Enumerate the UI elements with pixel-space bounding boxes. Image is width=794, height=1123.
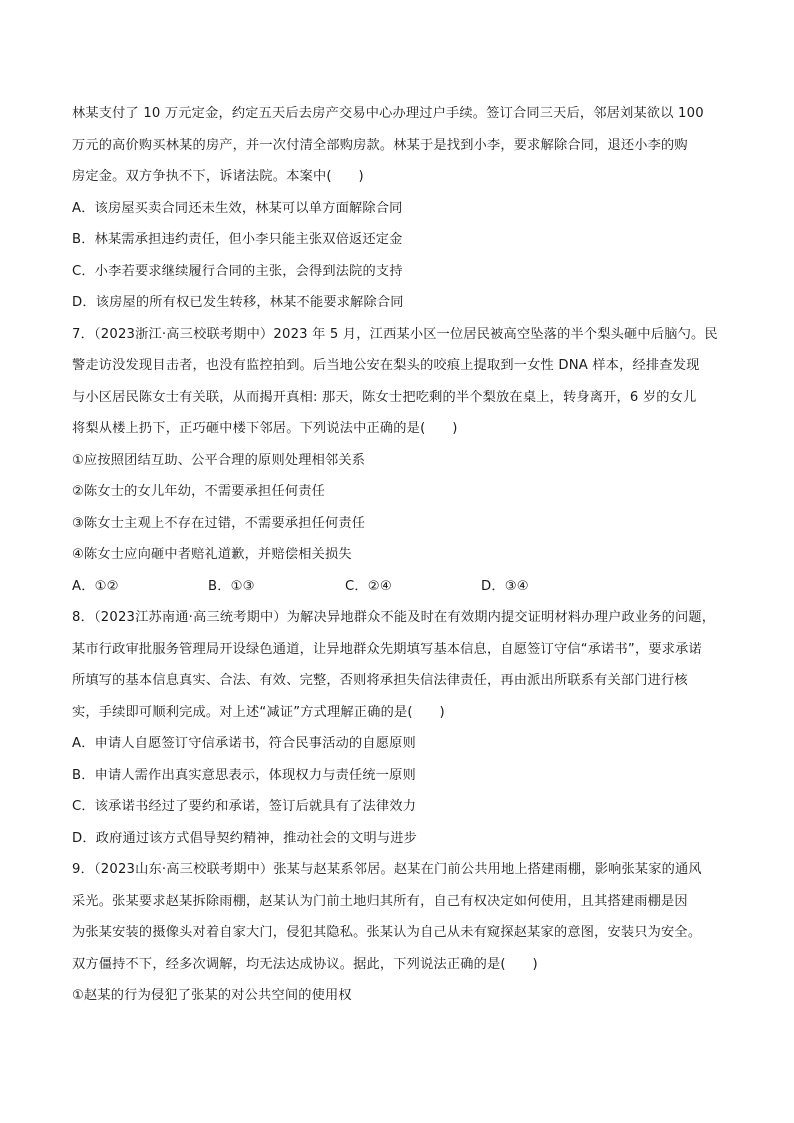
question-7-statement-1: ①应按照团结互助、公平合理的原则处理相邻关系 xyxy=(72,452,366,468)
question-6-option-b: B．林某需承担违约责任，但小李只能主张双倍返还定金 xyxy=(72,232,403,247)
question-9-stem-line-1: 9．（2023山东·高三校联考期中）张某与赵某系邻居。赵某在门前公共用地上搭建雨棚，影响张某家的通风 xyxy=(72,862,702,877)
question-8-stem-line-4: 实，手续即可顺利完成。对上述“减证”方式理解正确的是( ) xyxy=(72,704,445,720)
question-8-stem-line-3: 所填写的基本信息真实、合法、有效、完整，否则将承担失信法律责任，再由派出所联系有关部门进行核 xyxy=(72,673,688,688)
question-7-choice-d: D．③④ xyxy=(481,578,529,594)
question-8 xyxy=(72,602,736,854)
question-9 xyxy=(72,854,736,1012)
question-7-stem-line-1: 7．（2023浙江·高三校联考期中）2023 年 5 月，江西某小区一位居民被高空坠落的半个梨头砸中后脑勺。民 xyxy=(72,326,718,342)
question-7-stem-line-3: 与小区居民陈女士有关联，从而揭开真相: 那天，陈女士把吃剩的半个梨放在桌上，转身离开，6 岁的女儿 xyxy=(72,389,697,405)
question-9-stem-line-4: 双方僵持不下，经多次调解，均无法达成协议。据此，下列说法正确的是( ) xyxy=(72,956,538,972)
question-6 xyxy=(72,98,736,319)
question-7-choice-a: A．①② xyxy=(72,578,119,594)
question-8-option-a: A．申请人自愿签订守信承诺书，符合民事活动的自愿原则 xyxy=(72,736,416,751)
question-7-stem-line-4: 将梨从楼上扔下，正巧砸中楼下邻居。下列说法中正确的是( ) xyxy=(72,421,458,436)
page-content xyxy=(72,98,736,1012)
question-6-option-a: A．该房屋买卖合同还未生效，林某可以单方面解除合同 xyxy=(72,200,403,216)
question-7-stem-line-2: 警走访没发现目击者，也没有监控拍到。后当地公安在梨头的咬痕上提取到一女性 DNA 样本，经排查发现 xyxy=(72,358,700,373)
question-6-option-c: C．小李若要求继续履行合同的主张，会得到法院的支持 xyxy=(72,263,403,279)
question-7-choices xyxy=(72,571,736,603)
question-8-option-d: D．政府通过该方式倡导契约精神，推动社会的文明与进步 xyxy=(72,830,418,846)
question-7-statement-2: ②陈女士的女儿年幼，不需要承担任何责任 xyxy=(72,484,325,499)
question-9-statement-1: ①赵某的行为侵犯了张某的对公共空间的使用权 xyxy=(72,988,352,1003)
question-6-stem-line-2: 万元的高价购买林某的房产，并一次付清全部购房款。林某于是找到小李，要求解除合同，退还小李的购 xyxy=(72,137,688,153)
question-8-option-c: C．该承诺书经过了要约和承诺，签订后就具有了法律效力 xyxy=(72,799,417,814)
question-7-statement-4: ④陈女士应向砸中者赔礼道歉，并赔偿相关损失 xyxy=(72,547,352,562)
question-8-stem-line-1: 8．（2023江苏南通·高三统考期中）为解决异地群众不能及时在有效期内提交证明材料办理户政业务的问题， xyxy=(72,610,716,625)
question-9-stem-line-2: 采光。张某要求赵某拆除雨棚，赵某认为门前土地归其所有，自己有权决定如何使用，且其搭建雨棚是因 xyxy=(72,893,688,909)
question-8-option-b: B．申请人需作出真实意思表示，体现权力与责任统一原则 xyxy=(72,767,416,783)
question-7-choice-b: B．①③ xyxy=(208,578,255,594)
question-7-statement-3: ③陈女士主观上不存在过错，不需要承担任何责任 xyxy=(72,515,366,531)
question-9-stem-line-3: 为张某安装的摄像头对着自家大门，侵犯其隐私。张某认为自己从未有窥探赵某家的意图，安装只为安全。 xyxy=(72,925,702,940)
question-6-stem-line-3: 房定金。双方争执不下，诉诸法院。本案中( ) xyxy=(72,169,364,184)
question-7-choice-c: C．②④ xyxy=(345,578,392,594)
question-8-stem-line-2: 某市行政审批服务管理局开设绿色通道，让异地群众先期填写基本信息，自愿签订守信“承诺书”，要求承诺 xyxy=(72,641,702,657)
question-6-option-d: D．该房屋的所有权已发生转移，林某不能要求解除合同 xyxy=(72,295,404,310)
question-7 xyxy=(72,319,736,603)
question-6-stem-line-1: 林某支付了 10 万元定金，约定五天后去房产交易中心办理过户手续。签订合同三天后，邻居刘某欲以 100 xyxy=(72,106,704,121)
